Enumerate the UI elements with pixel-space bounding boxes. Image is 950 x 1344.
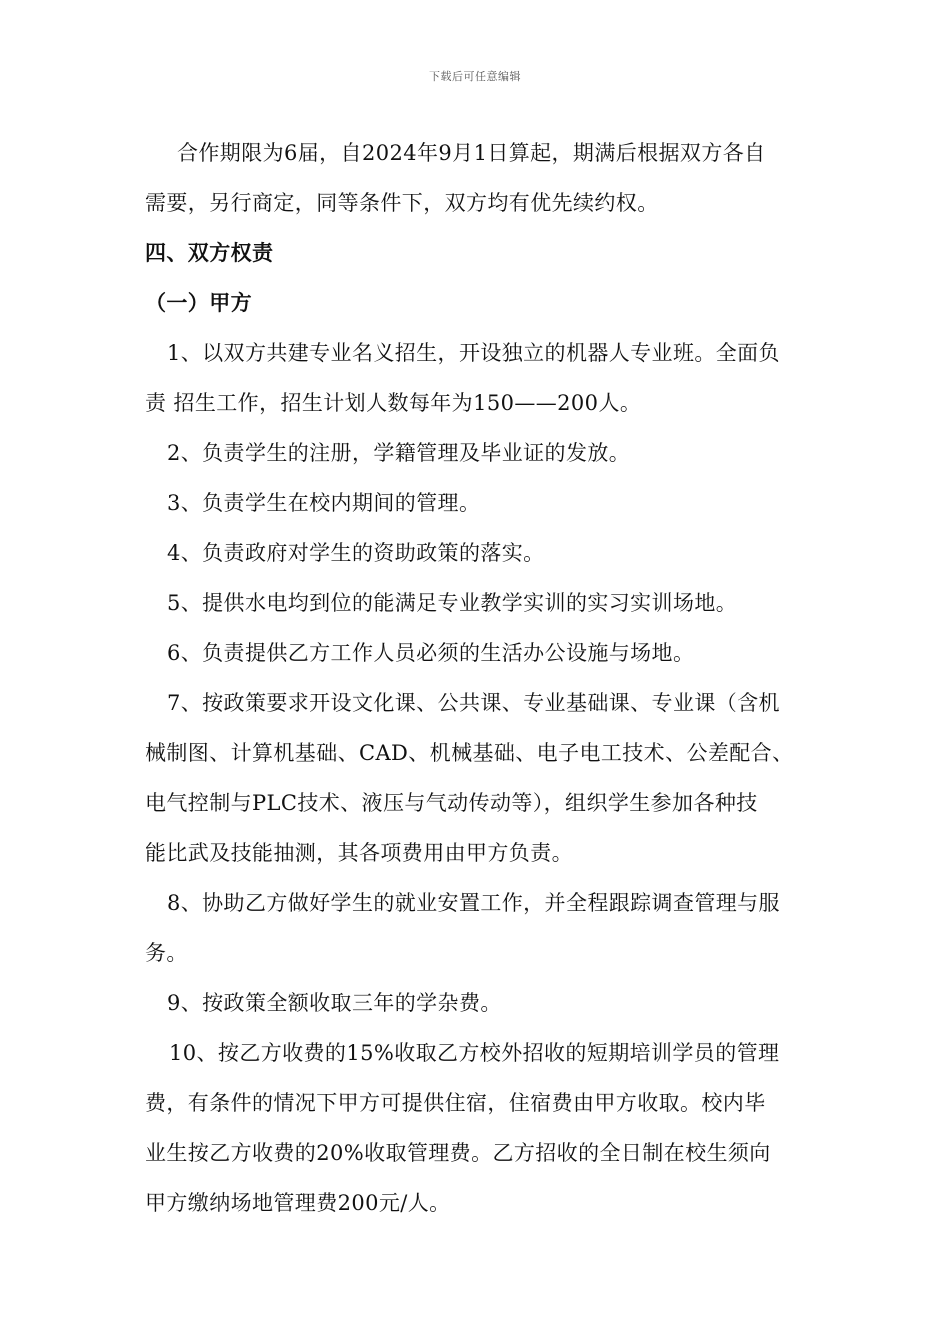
item-7-line-1: 7、按政策要求开设文化课、公共课、专业基础课、专业课（含机 bbox=[167, 691, 780, 715]
item-10-line-2: 费，有条件的情况下甲方可提供住宿，住宿费由甲方收取。校内毕 bbox=[145, 1091, 766, 1115]
item-1-line-1: 1、以双方共建专业名义招生，开设独立的机器人专业班。全面负 bbox=[167, 341, 780, 365]
item-7-line-2: 械制图、计算机基础、CAD、机械基础、电子电工技术、公差配合、 bbox=[145, 741, 794, 765]
item-5: 5、提供水电均到位的能满足专业教学实训的实习实训场地。 bbox=[167, 591, 738, 615]
subsection-heading: （一）甲方 bbox=[145, 291, 252, 315]
download-watermark: 下载后可任意编辑 bbox=[429, 70, 521, 83]
item-4: 4、负责政府对学生的资助政策的落实。 bbox=[167, 541, 545, 565]
document-body bbox=[145, 128, 810, 1228]
item-1-line-2: 责 招生工作，招生计划人数每年为150——200人。 bbox=[145, 391, 642, 415]
item-10-line-3: 业生按乙方收费的20%收取管理费。乙方招收的全日制在校生须向 bbox=[145, 1141, 771, 1165]
item-9: 9、按政策全额收取三年的学杂费。 bbox=[167, 991, 502, 1015]
item-2: 2、负责学生的注册，学籍管理及毕业证的发放。 bbox=[167, 441, 631, 465]
item-3: 3、负责学生在校内期间的管理。 bbox=[167, 491, 481, 515]
item-10-line-1: 10、按乙方收费的15%收取乙方校外招收的短期培训学员的管理 bbox=[169, 1041, 780, 1065]
item-7-line-4: 能比武及技能抽测，其各项费用由甲方负责。 bbox=[145, 841, 573, 865]
paragraph-term-line-2: 需要，另行商定，同等条件下，双方均有优先续约权。 bbox=[145, 191, 659, 215]
item-10-line-4: 甲方缴纳场地管理费200元/人。 bbox=[145, 1191, 451, 1215]
item-7-line-3: 电气控制与PLC技术、液压与气动传动等），组织学生参加各种技 bbox=[145, 791, 758, 815]
paragraph-term-line-1: 合作期限为6届，自2024年9月1日算起，期满后根据双方各自 bbox=[177, 141, 766, 165]
item-8-line-2: 务。 bbox=[145, 941, 188, 965]
section-heading: 四、双方权责 bbox=[145, 241, 274, 265]
item-8-line-1: 8、协助乙方做好学生的就业安置工作，并全程跟踪调查管理与服 bbox=[167, 891, 780, 915]
item-6: 6、负责提供乙方工作人员必须的生活办公设施与场地。 bbox=[167, 641, 695, 665]
